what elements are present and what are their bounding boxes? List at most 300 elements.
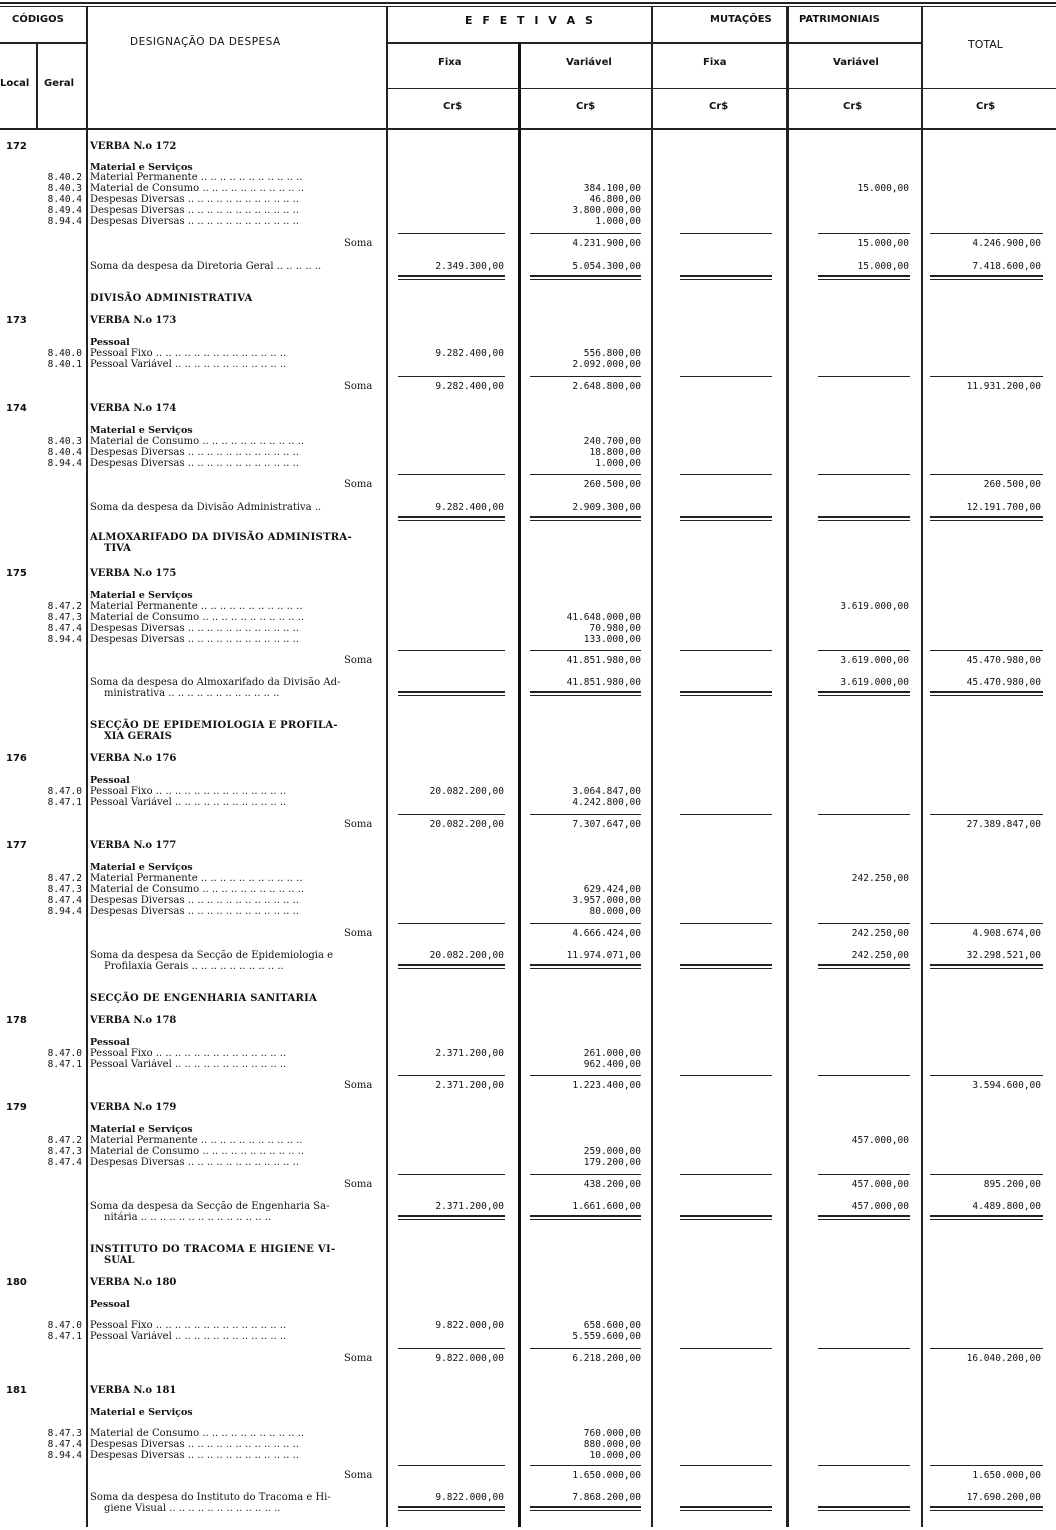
item-code: 8.94.4	[47, 458, 82, 469]
soma-total: 11.931.200,00	[966, 381, 1041, 392]
value-variavel: 18.800,00	[589, 447, 641, 458]
sum-rule	[818, 1215, 910, 1217]
sum-rule	[818, 233, 910, 234]
sum-rule	[818, 275, 910, 277]
total-variavel: 11.974.071,00	[566, 950, 641, 961]
sum-rule	[680, 1348, 772, 1349]
total-fixa: 9.282.400,00	[435, 502, 504, 513]
item-code: 8.94.4	[47, 216, 82, 227]
sum-rule	[680, 1506, 772, 1508]
item-code: 8.47.4	[47, 1157, 82, 1168]
sum-rule	[398, 233, 505, 234]
soma-total: 27.389.847,00	[966, 819, 1041, 830]
item-code: 8.47.0	[47, 786, 82, 797]
sum-rule	[398, 923, 505, 924]
sum-rule	[530, 1465, 641, 1466]
verba-local-code: 173	[6, 315, 27, 326]
section-title-cont: SUAL	[104, 1255, 135, 1266]
sum-rule	[930, 1219, 1043, 1220]
sum-rule	[398, 1075, 505, 1076]
sum-rule	[398, 275, 505, 277]
value-variavel: 760.000,00	[583, 1428, 641, 1439]
soma-mutacao-variavel: 457.000,00	[851, 1179, 909, 1190]
header-designacao: DESIGNAÇÃO DA DESPESA	[130, 36, 281, 48]
header-efetivas: E F E T I V A S	[465, 14, 596, 27]
total-total: 12.191.700,00	[966, 502, 1041, 513]
verba-local-code: 179	[6, 1102, 27, 1113]
item-code: 8.47.1	[47, 797, 82, 808]
sum-rule	[930, 1506, 1043, 1508]
column-rule	[86, 7, 88, 1527]
soma-label: Soma	[344, 1179, 373, 1190]
item-code: 8.47.3	[47, 1428, 82, 1439]
item-code: 8.94.4	[47, 906, 82, 917]
sum-rule	[818, 1174, 910, 1175]
value-variavel: 629.424,00	[583, 884, 641, 895]
sum-rule	[680, 964, 772, 966]
soma-total: 45.470.980,00	[966, 655, 1041, 666]
sum-rule	[398, 1510, 505, 1511]
total-fixa: 9.822.000,00	[435, 1492, 504, 1503]
sum-rule	[530, 275, 641, 277]
item-code: 8.94.4	[47, 634, 82, 645]
sum-rule	[398, 1465, 505, 1466]
sum-rule	[818, 1075, 910, 1076]
item-description: Material de Consumo .. .. .. .. .. .. .. .. .. .. ..	[90, 884, 305, 895]
column-rule	[651, 7, 653, 1527]
soma-variavel: 1.650.000,00	[572, 1470, 641, 1481]
item-description: Material Permanente .. .. .. .. .. .. .. .. .. .. ..	[90, 601, 303, 612]
total-total: 7.418.600,00	[972, 261, 1041, 272]
verba-title: VERBA N.o 181	[90, 1385, 177, 1396]
item-code: 8.47.1	[47, 1059, 82, 1070]
total-mutacao-variavel: 242.250,00	[851, 950, 909, 961]
verba-local-code: 176	[6, 753, 27, 764]
total-variavel: 2.909.300,00	[572, 502, 641, 513]
item-code: 8.49.4	[47, 205, 82, 216]
group-heading: Material e Serviços	[90, 162, 193, 173]
sum-rule	[680, 1219, 772, 1220]
total-variavel: 5.054.300,00	[572, 261, 641, 272]
total-label: Soma da despesa do Almoxarifado da Divisão Ad-	[90, 677, 341, 688]
sum-rule	[930, 275, 1043, 277]
item-description: Despesas Diversas .. .. .. .. .. .. .. .. .. .. .. ..	[90, 906, 300, 917]
sum-rule	[530, 279, 641, 280]
section-title-cont: XIA GERAIS	[104, 731, 172, 742]
section-title: SECÇÃO DE ENGENHARIA SANITARIA	[90, 993, 318, 1004]
sum-rule	[398, 814, 505, 815]
total-fixa: 2.371.200,00	[435, 1201, 504, 1212]
verba-title: VERBA N.o 177	[90, 840, 177, 851]
soma-total: 3.594.600,00	[972, 1080, 1041, 1091]
sum-rule	[530, 1174, 641, 1175]
sum-rule	[680, 376, 772, 377]
total-mutacao-variavel: 3.619.000,00	[840, 677, 909, 688]
sum-rule	[930, 520, 1043, 521]
verba-title: VERBA N.o 179	[90, 1102, 177, 1113]
sum-rule	[530, 516, 641, 518]
soma-total: 4.246.900,00	[972, 238, 1041, 249]
header-local: Local	[0, 78, 30, 89]
sum-rule	[818, 516, 910, 518]
column-rule	[386, 7, 388, 1527]
item-code: 8.47.2	[47, 601, 82, 612]
total-fixa: 2.349.300,00	[435, 261, 504, 272]
sum-rule	[818, 964, 910, 966]
total-variavel: 7.868.200,00	[572, 1492, 641, 1503]
sum-rule	[818, 279, 910, 280]
value-variavel: 3.957.000,00	[572, 895, 641, 906]
value-fixa: 9.282.400,00	[435, 348, 504, 359]
sum-rule	[398, 1506, 505, 1508]
soma-variavel: 260.500,00	[583, 479, 641, 490]
item-description: Material de Consumo .. .. .. .. .. .. .. .. .. .. ..	[90, 612, 305, 623]
item-description: Despesas Diversas .. .. .. .. .. .. .. .. .. .. .. ..	[90, 447, 300, 458]
item-description: Pessoal Variável .. .. .. .. .. .. .. .. .. .. .. ..	[90, 797, 287, 808]
item-description: Material Permanente .. .. .. .. .. .. .. .. .. .. ..	[90, 172, 303, 183]
sum-rule	[680, 516, 772, 518]
value-variavel: 261.000,00	[583, 1048, 641, 1059]
item-description: Despesas Diversas .. .. .. .. .. .. .. .. .. .. .. ..	[90, 205, 300, 216]
soma-fixa: 20.082.200,00	[429, 819, 504, 830]
sum-rule	[930, 691, 1043, 693]
value-variavel: 3.800.000,00	[572, 205, 641, 216]
currency-label: Cr$	[976, 101, 996, 112]
sum-rule	[818, 1465, 910, 1466]
value-variavel: 133.000,00	[583, 634, 641, 645]
sum-rule	[530, 968, 641, 969]
total-label: Soma da despesa da Secção de Engenharia Sa-	[90, 1201, 330, 1212]
sum-rule	[930, 1215, 1043, 1217]
item-description: Despesas Diversas .. .. .. .. .. .. .. .. .. .. .. ..	[90, 1157, 300, 1168]
sum-rule	[680, 923, 772, 924]
soma-variavel: 41.851.980,00	[566, 655, 641, 666]
item-code: 8.47.4	[47, 1439, 82, 1450]
sum-rule	[530, 233, 641, 234]
sum-rule	[680, 1465, 772, 1466]
soma-label: Soma	[344, 1080, 373, 1091]
total-total: 32.298.521,00	[966, 950, 1041, 961]
total-label: Soma da despesa do Instituto do Tracoma e Hi-	[90, 1492, 331, 1503]
sum-rule	[930, 1348, 1043, 1349]
value-fixa: 20.082.200,00	[429, 786, 504, 797]
sum-rule	[398, 1348, 505, 1349]
item-description: Pessoal Fixo .. .. .. .. .. .. .. .. .. .. .. .. .. ..	[90, 348, 287, 359]
sum-rule	[818, 814, 910, 815]
verba-title: VERBA N.o 180	[90, 1277, 177, 1288]
item-description: Pessoal Variável .. .. .. .. .. .. .. .. .. .. .. ..	[90, 359, 287, 370]
sum-rule	[818, 650, 910, 651]
group-heading: Material e Serviços	[90, 425, 193, 436]
column-rule	[921, 7, 923, 1527]
soma-variavel: 4.666.424,00	[572, 928, 641, 939]
group-heading: Material e Serviços	[90, 1124, 193, 1135]
item-description: Material Permanente .. .. .. .. .. .. .. .. .. .. ..	[90, 1135, 303, 1146]
verba-local-code: 178	[6, 1015, 27, 1026]
item-description: Material de Consumo .. .. .. .. .. .. .. .. .. .. ..	[90, 1146, 305, 1157]
sum-rule	[680, 1174, 772, 1175]
value-fixa: 2.371.200,00	[435, 1048, 504, 1059]
total-label-cont: giene Visual .. .. .. .. .. .. .. .. .. .. .. ..	[104, 1503, 281, 1514]
sum-rule	[398, 964, 505, 966]
group-heading: Pessoal	[90, 775, 130, 786]
sum-rule	[930, 968, 1043, 969]
sum-rule	[930, 376, 1043, 377]
verba-local-code: 172	[6, 141, 27, 152]
sum-rule	[930, 650, 1043, 651]
item-code: 8.47.0	[47, 1320, 82, 1331]
soma-variavel: 2.648.800,00	[572, 381, 641, 392]
sum-rule	[398, 474, 505, 475]
value-variavel: 2.092.000,00	[572, 359, 641, 370]
item-description: Material de Consumo .. .. .. .. .. .. .. .. .. .. ..	[90, 436, 305, 447]
value-variavel: 1.000,00	[595, 458, 641, 469]
total-label-cont: Profilaxia Gerais .. .. .. .. .. .. .. .. .. ..	[104, 961, 284, 972]
total-total: 17.690.200,00	[966, 1492, 1041, 1503]
soma-total: 4.908.674,00	[972, 928, 1041, 939]
soma-total: 16.040.200,00	[966, 1353, 1041, 1364]
item-description: Despesas Diversas .. .. .. .. .. .. .. .. .. .. .. ..	[90, 194, 300, 205]
header-codigos: CÓDIGOS	[12, 14, 64, 25]
verba-title: VERBA N.o 174	[90, 403, 177, 414]
value-variavel: 384.100,00	[583, 183, 641, 194]
sum-rule	[530, 1075, 641, 1076]
section-title: INSTITUTO DO TRACOMA E HIGIENE VI-	[90, 1244, 336, 1255]
group-heading: Pessoal	[90, 337, 130, 348]
verba-local-code: 180	[6, 1277, 27, 1288]
sum-rule	[530, 474, 641, 475]
sum-rule	[398, 1215, 505, 1217]
sum-rule	[818, 474, 910, 475]
header-total: TOTAL	[968, 38, 1003, 51]
sum-rule	[398, 279, 505, 280]
value-variavel: 240.700,00	[583, 436, 641, 447]
value-variavel: 70.980,00	[589, 623, 641, 634]
sum-rule	[530, 964, 641, 966]
value-mutacao-variavel: 3.619.000,00	[840, 601, 909, 612]
soma-fixa: 9.282.400,00	[435, 381, 504, 392]
soma-label: Soma	[344, 238, 373, 249]
item-code: 8.40.3	[47, 183, 82, 194]
item-description: Pessoal Fixo .. .. .. .. .. .. .. .. .. .. .. .. .. ..	[90, 1320, 287, 1331]
section-title: DIVISÃO ADMINISTRATIVA	[90, 293, 253, 304]
item-description: Pessoal Fixo .. .. .. .. .. .. .. .. .. .. .. .. .. ..	[90, 786, 287, 797]
sum-rule	[530, 1348, 641, 1349]
value-variavel: 556.800,00	[583, 348, 641, 359]
item-code: 8.40.4	[47, 447, 82, 458]
group-heading: Material e Serviços	[90, 1407, 193, 1418]
sum-rule	[680, 968, 772, 969]
soma-mutacao-variavel: 3.619.000,00	[840, 655, 909, 666]
sum-rule	[680, 695, 772, 696]
item-code: 8.40.1	[47, 359, 82, 370]
item-description: Material de Consumo .. .. .. .. .. .. .. .. .. .. ..	[90, 1428, 305, 1439]
item-code: 8.40.4	[47, 194, 82, 205]
sum-rule	[930, 814, 1043, 815]
total-label: Soma da despesa da Secção de Epidemiologia e	[90, 950, 334, 961]
sum-rule	[818, 1348, 910, 1349]
value-variavel: 4.242.800,00	[572, 797, 641, 808]
sum-rule	[398, 516, 505, 518]
sum-rule	[818, 376, 910, 377]
sum-rule	[398, 691, 505, 693]
currency-label: Cr$	[843, 101, 863, 112]
value-variavel: 658.600,00	[583, 1320, 641, 1331]
sum-rule	[398, 1174, 505, 1175]
sum-rule	[930, 233, 1043, 234]
verba-title: VERBA N.o 173	[90, 315, 177, 326]
total-label: Soma da despesa da Diretoria Geral .. .. .. .. ..	[90, 261, 322, 272]
value-fixa: 9.822.000,00	[435, 1320, 504, 1331]
soma-label: Soma	[344, 819, 373, 830]
sum-rule	[680, 1075, 772, 1076]
value-variavel: 880.000,00	[583, 1439, 641, 1450]
verba-local-code: 177	[6, 840, 27, 851]
sum-rule	[680, 691, 772, 693]
sum-rule	[930, 516, 1043, 518]
value-variavel: 259.000,00	[583, 1146, 641, 1157]
item-description: Despesas Diversas .. .. .. .. .. .. .. .. .. .. .. ..	[90, 1450, 300, 1461]
sum-rule	[398, 520, 505, 521]
total-label: Soma da despesa da Divisão Administrativa ..	[90, 502, 322, 513]
value-variavel: 41.648.000,00	[566, 612, 641, 623]
verba-title: VERBA N.o 178	[90, 1015, 177, 1026]
top-rule	[0, 2, 1056, 4]
sum-rule	[398, 650, 505, 651]
soma-label: Soma	[344, 381, 373, 392]
column-rule	[36, 42, 38, 130]
section-title: SECÇÃO DE EPIDEMIOLOGIA E PROFILA-	[90, 720, 338, 731]
value-variavel: 3.064.847,00	[572, 786, 641, 797]
section-title-cont: TIVA	[104, 543, 131, 554]
item-code: 8.47.4	[47, 623, 82, 634]
header-patrimoniais: PATRIMONIAIS	[799, 14, 880, 25]
value-mutacao-variavel: 457.000,00	[851, 1135, 909, 1146]
sum-rule	[930, 474, 1043, 475]
item-description: Despesas Diversas .. .. .. .. .. .. .. .. .. .. .. ..	[90, 1439, 300, 1450]
item-code: 8.47.2	[47, 1135, 82, 1146]
soma-total: 260.500,00	[983, 479, 1041, 490]
currency-label: Cr$	[709, 101, 729, 112]
item-description: Pessoal Variável .. .. .. .. .. .. .. .. .. .. .. ..	[90, 1331, 287, 1342]
total-mutacao-variavel: 457.000,00	[851, 1201, 909, 1212]
sum-rule	[930, 1510, 1043, 1511]
sum-rule	[680, 275, 772, 277]
value-variavel: 179.200,00	[583, 1157, 641, 1168]
sum-rule	[818, 1506, 910, 1508]
item-description: Despesas Diversas .. .. .. .. .. .. .. .. .. .. .. ..	[90, 458, 300, 469]
sum-rule	[680, 474, 772, 475]
section-title: ALMOXARIFADO DA DIVISÃO ADMINISTRA-	[90, 532, 352, 543]
sum-rule	[818, 520, 910, 521]
verba-local-code: 181	[6, 1385, 27, 1396]
soma-label: Soma	[344, 655, 373, 666]
sum-rule	[680, 814, 772, 815]
item-code: 8.47.3	[47, 612, 82, 623]
soma-variavel: 7.307.647,00	[572, 819, 641, 830]
currency-label: Cr$	[576, 101, 596, 112]
verba-local-code: 175	[6, 568, 27, 579]
sum-rule	[680, 520, 772, 521]
sum-rule	[930, 695, 1043, 696]
soma-variavel: 1.223.400,00	[572, 1080, 641, 1091]
sum-rule	[398, 695, 505, 696]
sum-rule	[680, 279, 772, 280]
header-efetiva-fixa: Fixa	[438, 57, 462, 68]
item-code: 8.47.3	[47, 1146, 82, 1157]
soma-total: 895.200,00	[983, 1179, 1041, 1190]
item-code: 8.47.4	[47, 895, 82, 906]
sum-rule	[930, 1174, 1043, 1175]
sum-rule	[818, 695, 910, 696]
value-variavel: 10.000,00	[589, 1450, 641, 1461]
item-code: 8.47.3	[47, 884, 82, 895]
item-code: 8.94.4	[47, 1450, 82, 1461]
sum-rule	[398, 968, 505, 969]
total-fixa: 20.082.200,00	[429, 950, 504, 961]
value-mutacao-variavel: 15.000,00	[857, 183, 909, 194]
item-code: 8.47.1	[47, 1331, 82, 1342]
sum-rule	[930, 1465, 1043, 1466]
sum-rule	[398, 1219, 505, 1220]
item-code: 8.40.0	[47, 348, 82, 359]
item-description: Material de Consumo .. .. .. .. .. .. .. .. .. .. ..	[90, 183, 305, 194]
sum-rule	[530, 923, 641, 924]
column-rule	[518, 42, 521, 1527]
value-variavel: 46.800,00	[589, 194, 641, 205]
sum-rule	[530, 1506, 641, 1508]
sum-rule	[818, 1510, 910, 1511]
sum-rule	[530, 520, 641, 521]
sum-rule	[680, 1510, 772, 1511]
soma-fixa: 2.371.200,00	[435, 1080, 504, 1091]
soma-label: Soma	[344, 479, 373, 490]
item-description: Despesas Diversas .. .. .. .. .. .. .. .. .. .. .. ..	[90, 634, 300, 645]
soma-label: Soma	[344, 928, 373, 939]
soma-mutacao-variavel: 15.000,00	[857, 238, 909, 249]
value-variavel: 80.000,00	[589, 906, 641, 917]
group-heading: Pessoal	[90, 1037, 130, 1048]
verba-local-code: 174	[6, 403, 27, 414]
sum-rule	[530, 1219, 641, 1220]
top-rule-2	[0, 6, 1056, 7]
sum-rule	[818, 1219, 910, 1220]
sum-rule	[530, 1510, 641, 1511]
item-description: Despesas Diversas .. .. .. .. .. .. .. .. .. .. .. ..	[90, 623, 300, 634]
sum-rule	[930, 964, 1043, 966]
item-description: Despesas Diversas .. .. .. .. .. .. .. .. .. .. .. ..	[90, 216, 300, 227]
header-mutacao-variavel: Variável	[833, 57, 879, 68]
item-description: Despesas Diversas .. .. .. .. .. .. .. .. .. .. .. ..	[90, 895, 300, 906]
verba-title: VERBA N.o 172	[90, 141, 177, 152]
total-total: 4.489.800,00	[972, 1201, 1041, 1212]
sum-rule	[680, 650, 772, 651]
soma-mutacao-variavel: 242.250,00	[851, 928, 909, 939]
header-bottom-rule	[0, 128, 1056, 130]
header-mutacoes: MUTAÇÕES	[710, 14, 772, 25]
sum-rule	[680, 233, 772, 234]
header-geral: Geral	[44, 78, 75, 89]
total-variavel: 1.661.600,00	[572, 1201, 641, 1212]
value-variavel: 5.559.600,00	[572, 1331, 641, 1342]
sum-rule	[930, 923, 1043, 924]
soma-fixa: 9.822.000,00	[435, 1353, 504, 1364]
total-total: 45.470.980,00	[966, 677, 1041, 688]
sum-rule	[930, 1075, 1043, 1076]
group-heading: Pessoal	[90, 1299, 130, 1310]
group-heading: Material e Serviços	[90, 590, 193, 601]
sum-rule	[530, 376, 641, 377]
